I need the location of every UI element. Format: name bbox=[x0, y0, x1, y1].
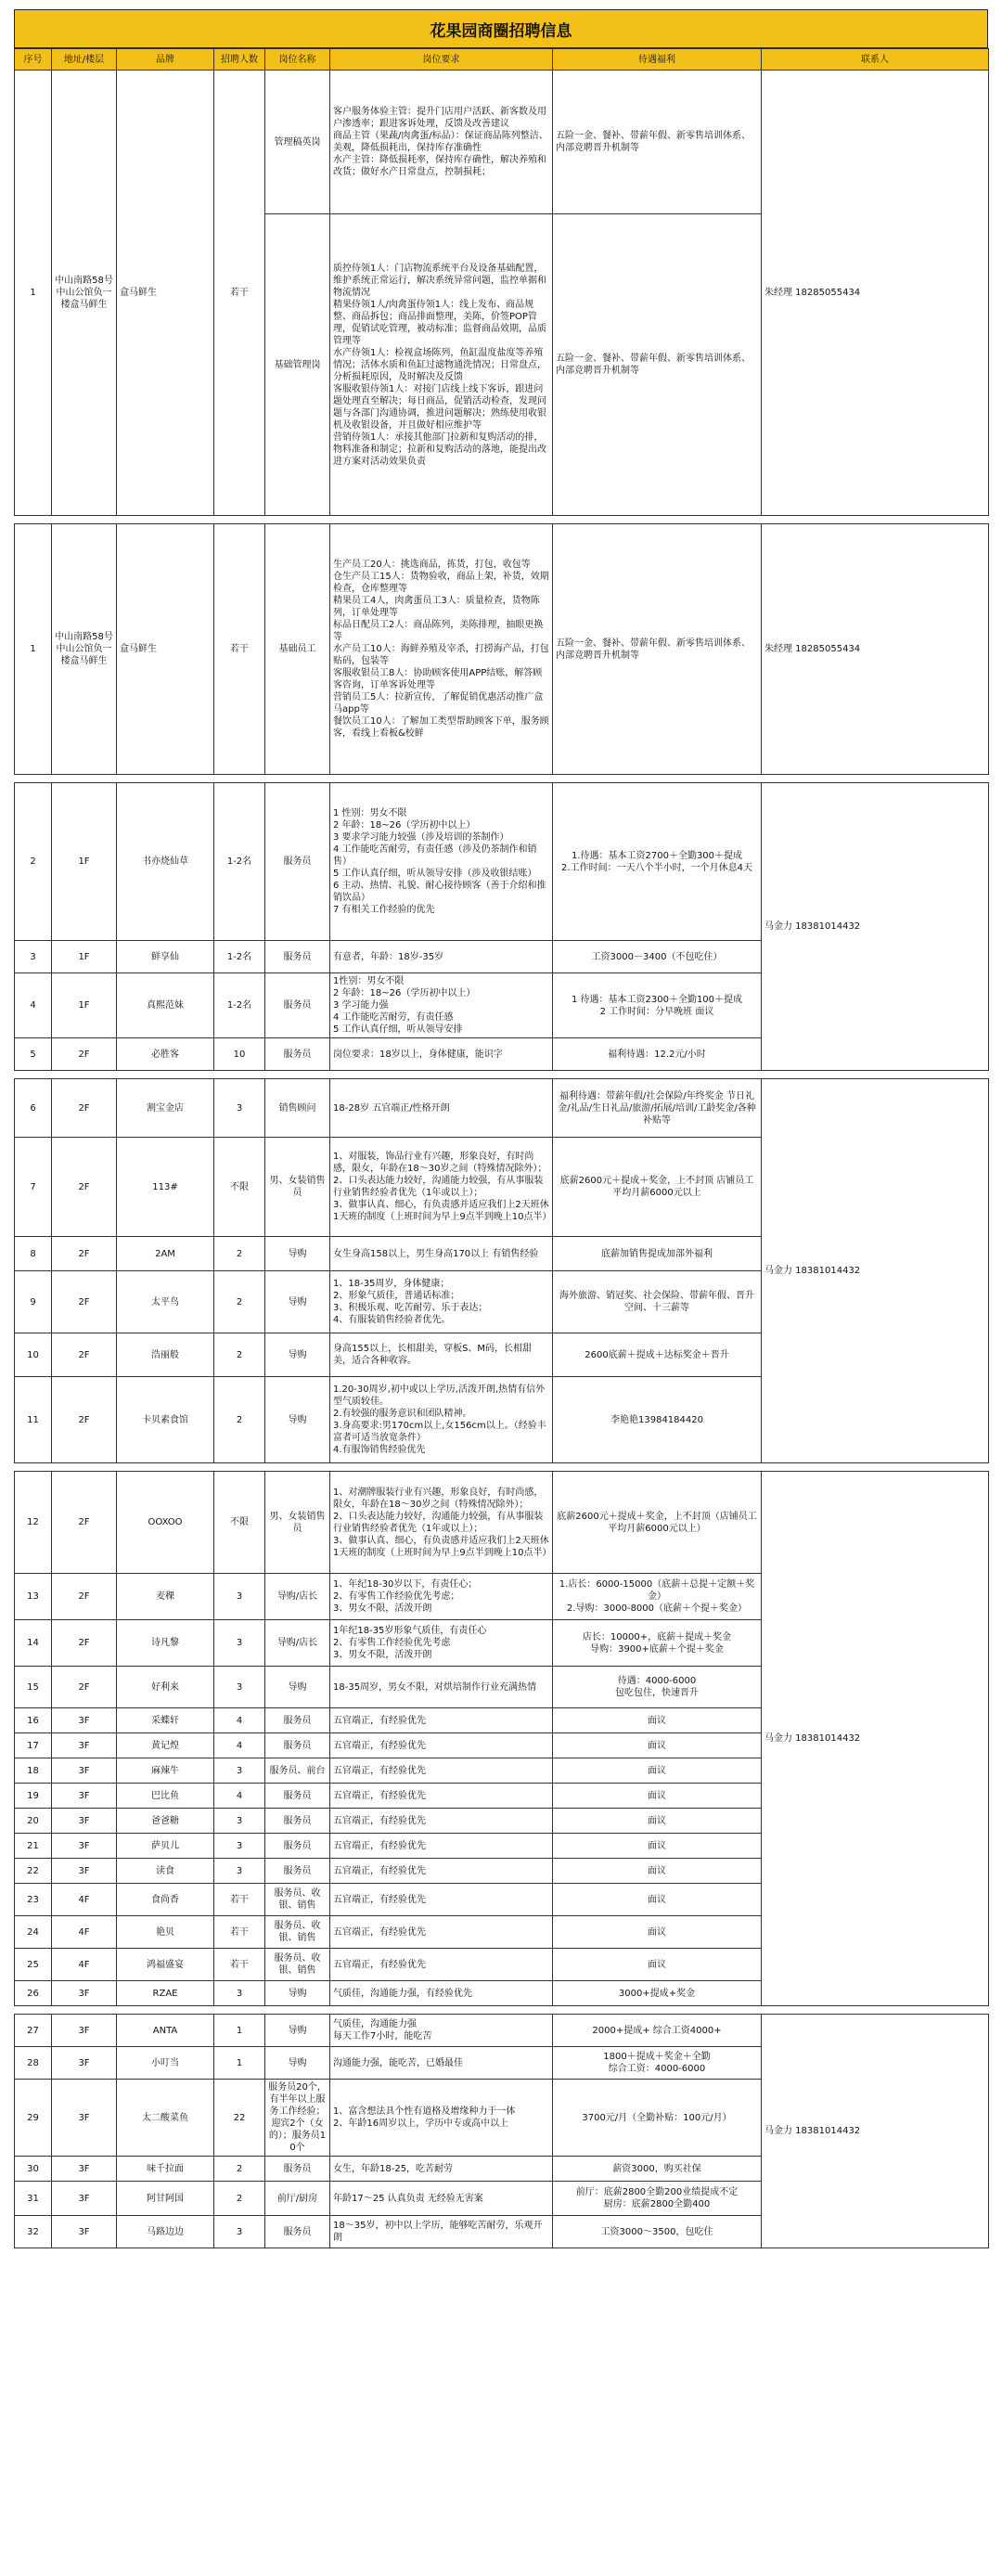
cell-floor: 2F bbox=[52, 1377, 117, 1463]
cell-floor: 3F bbox=[52, 1859, 117, 1884]
table-row bbox=[15, 1079, 989, 1138]
cell-brand: OOXOO bbox=[117, 1472, 214, 1574]
cell-no: 21 bbox=[15, 1834, 52, 1859]
cell-no: 8 bbox=[15, 1237, 52, 1271]
cell-brand: 卡贝素食馆 bbox=[117, 1377, 214, 1463]
cell-benefits: 五险一金、餐补、带薪年假、新零售培训体系、内部竞聘晋升机制等 bbox=[553, 524, 762, 775]
cell-count: 若干 bbox=[214, 1949, 265, 1981]
cell-benefits: 面议 bbox=[553, 1733, 762, 1758]
header-benefits: 待遇福利 bbox=[553, 49, 762, 71]
cell-requirements: 客户服务体验主管：提升门店用户活跃、新客数及用户渗透率；跟进客诉处理，反馈及改善建议 商品主管（果蔬/肉禽蛋/标品）：保证商品陈列整洁、美观，降低损耗出，保持库存准确性 水产主管：降低损耗率，保持库存确性，解决养殖和改货；做好水产日常盘点，控制损耗； bbox=[330, 71, 553, 214]
cell-position: 导购/店长 bbox=[265, 1574, 330, 1620]
cell-requirements: 18～35岁，初中以上学历，能够吃苦耐劳，乐观开朗 bbox=[330, 2216, 553, 2248]
cell-no: 30 bbox=[15, 2157, 52, 2182]
cell-brand: 麻辣牛 bbox=[117, 1758, 214, 1784]
cell-brand: 割宝金店 bbox=[117, 1079, 214, 1138]
cell-floor: 3F bbox=[52, 1981, 117, 2006]
section-gap bbox=[15, 775, 989, 783]
cell-position: 服务员20个，有半年以上服务工作经验；迎宾2个（女的）；服务员10个 bbox=[265, 2080, 330, 2157]
cell-brand: 读食 bbox=[117, 1859, 214, 1884]
cell-benefits: 1.店长：6000-15000（底薪＋总提＋定额＋奖金） 2.导购：3000-8000（底薪＋个提＋奖金） bbox=[553, 1574, 762, 1620]
cell-brand: 巴比鱼 bbox=[117, 1784, 214, 1809]
cell-benefits: 1800＋提成＋奖金＋全勤 综合工资：4000-6000 bbox=[553, 2047, 762, 2080]
cell-count: 若干 bbox=[214, 1884, 265, 1916]
cell-benefits: 底薪2600元＋提成＋奖金，上不封顶（店铺员工平均月薪6000元以上） bbox=[553, 1472, 762, 1574]
cell-requirements: 五官端正，有经验优先 bbox=[330, 1758, 553, 1784]
cell-count: 3 bbox=[214, 1574, 265, 1620]
cell-requirements: 五官端正，有经验优先 bbox=[330, 1834, 553, 1859]
cell-floor: 3F bbox=[52, 2182, 117, 2216]
cell-brand: 盒马鲜生 bbox=[117, 71, 214, 516]
cell-brand: 马路边边 bbox=[117, 2216, 214, 2248]
cell-benefits: 底薪加销售提成加部外福利 bbox=[553, 1237, 762, 1271]
cell-position: 管理稿英岗 bbox=[265, 71, 330, 214]
cell-requirements: 质控侍领1人：门店物流系统平台及设备基础配置，维护系统正常运行，解决系统异常问题，监控单据和物流情况 精果侍领1人/肉禽蛋侍领1人：线上发布、商品规整、商品拆包；商品排面整理，美陈，价签POP管理，促销试吃管理，被动标准；监督商品效期，品质管理等 水产侍领1人：检视盒场陈列，鱼缸温度盐度等养殖情况；活体水质和鱼缸过滤物通洗情况；日常盘点，分析损耗原因，及时解决及反馈 客服收银侍领1人：对接门店线上线下客诉，跟进问题处理直至解决；每日商品，促销活动检查，发现问题与各部门沟通协调，推进问题解决；熟练使用收银机及收银设备，并且做好相应维护等 营销侍领1人：承接其他部门拉新和复购活动的排，物料准备和制定；拉新和复购活动的落地，能提出改进方案对活动效果负责 bbox=[330, 214, 553, 516]
cell-position: 服务员、收银、销售 bbox=[265, 1916, 330, 1949]
cell-floor: 4F bbox=[52, 1949, 117, 1981]
cell-floor: 3F bbox=[52, 1758, 117, 1784]
cell-count: 1-2名 bbox=[214, 973, 265, 1038]
header-position: 岗位名称 bbox=[265, 49, 330, 71]
cell-benefits: 面议 bbox=[553, 1784, 762, 1809]
cell-no: 6 bbox=[15, 1079, 52, 1138]
header-brand: 品牌 bbox=[117, 49, 214, 71]
cell-floor: 2F bbox=[52, 1333, 117, 1377]
cell-brand: RZAE bbox=[117, 1981, 214, 2006]
cell-count: 3 bbox=[214, 1809, 265, 1834]
cell-requirements: 生产员工20人：挑选商品，拣货，打包，收包等 仓生产员工15人：货物验收，商品上架，补货，效期检查，仓库整理等 精果员工4人，肉禽蛋员工3人：质量检查，货物陈列，订单处理等 标品日配员工2人：商品陈列，美陈排理，抽眼更换等 水产员工10人：海鲜养殖及宰杀，打捞海产品，打包贴码，包装等 客服收银员工8人：协助顾客使用APP结账，解答顾客咨询，订单客诉处理等 营销员工5人：拉新宣传，了解促销优惠活动推广盒马app等 餐饮员工10人：了解加工类型帮助顾客下单，服务顾客，看线上看板&校鲜 bbox=[330, 524, 553, 775]
cell-requirements: 女生身高158以上，男生身高170以上 有销售经验 bbox=[330, 1237, 553, 1271]
cell-position: 服务员 bbox=[265, 783, 330, 941]
cell-no: 10 bbox=[15, 1333, 52, 1377]
cell-brand: 鸿福盛宴 bbox=[117, 1949, 214, 1981]
cell-no: 9 bbox=[15, 1271, 52, 1333]
cell-benefits: 店长：10000+，底薪＋提成＋奖金 导购：3900+底薪＋个提＋奖金 bbox=[553, 1620, 762, 1667]
cell-count: 3 bbox=[214, 1620, 265, 1667]
cell-requirements: 身高155以上，长相甜美，穿板S、M码，长相甜美，适合各种收容。 bbox=[330, 1333, 553, 1377]
cell-count: 3 bbox=[214, 1667, 265, 1708]
cell-count: 1 bbox=[214, 2047, 265, 2080]
cell-benefits: 底薪2600元＋提成＋奖金，上不封顶 店铺员工平均月薪6000元以上 bbox=[553, 1138, 762, 1237]
cell-benefits: 前厅：底薪2800全勤200业绩提成不定 厨房：底薪2800全勤400 bbox=[553, 2182, 762, 2216]
section-gap-cell bbox=[15, 2006, 989, 2015]
cell-benefits: 李艳艳13984184420 bbox=[553, 1377, 762, 1463]
cell-benefits: 面议 bbox=[553, 1834, 762, 1859]
cell-brand: 好利来 bbox=[117, 1667, 214, 1708]
cell-no: 31 bbox=[15, 2182, 52, 2216]
cell-count: 不限 bbox=[214, 1472, 265, 1574]
cell-floor: 2F bbox=[52, 1620, 117, 1667]
header-contact: 联系人 bbox=[762, 49, 989, 71]
cell-position: 服务员、收银、销售 bbox=[265, 1884, 330, 1916]
cell-brand: 黄记煌 bbox=[117, 1733, 214, 1758]
cell-position: 导购 bbox=[265, 2015, 330, 2047]
cell-position: 服务员 bbox=[265, 1733, 330, 1758]
cell-count: 不限 bbox=[214, 1138, 265, 1237]
cell-floor: 3F bbox=[52, 2216, 117, 2248]
cell-position: 服务员、收银、销售 bbox=[265, 1949, 330, 1981]
cell-floor: 2F bbox=[52, 1079, 117, 1138]
cell-benefits: 薪资3000，购买社保 bbox=[553, 2157, 762, 2182]
cell-no: 1 bbox=[15, 71, 52, 516]
section-gap bbox=[15, 1071, 989, 1079]
cell-position: 服务员 bbox=[265, 973, 330, 1038]
cell-count: 1 bbox=[214, 2015, 265, 2047]
cell-no: 12 bbox=[15, 1472, 52, 1574]
cell-count: 1-2名 bbox=[214, 941, 265, 973]
cell-benefits: 福利待遇：带薪年假/社会保险/年终奖金 节日礼金/礼品/生日礼品/旅游/拓展/培训/工龄奖金/各种补贴等 bbox=[553, 1079, 762, 1138]
cell-count: 3 bbox=[214, 1834, 265, 1859]
cell-requirements: 1、18-35周岁，身体健康； 2、形象气质佳，普通话标准； 3、积极乐观、吃苦耐劳、乐于表达； 4、有服装销售经验者优先。 bbox=[330, 1271, 553, 1333]
cell-benefits: 福利待遇：12.2元/小时 bbox=[553, 1038, 762, 1071]
cell-benefits: 五险一金、餐补、带薪年假、新零售培训体系、内部竞聘晋升机制等 bbox=[553, 214, 762, 516]
cell-requirements: 1、富含想法具个性有道格及增缘种力于一体 2、年龄16周岁以上，学历中专或高中以上 bbox=[330, 2080, 553, 2157]
cell-requirements: 岗位要求：18岁以上，身体健康，能识字 bbox=[330, 1038, 553, 1071]
cell-count: 若干 bbox=[214, 1916, 265, 1949]
cell-floor: 2F bbox=[52, 1237, 117, 1271]
cell-brand: 2AM bbox=[117, 1237, 214, 1271]
cell-benefits: 面议 bbox=[553, 1949, 762, 1981]
cell-brand: 书亦烧仙草 bbox=[117, 783, 214, 941]
cell-no: 26 bbox=[15, 1981, 52, 2006]
cell-no: 28 bbox=[15, 2047, 52, 2080]
cell-requirements: 气质佳，沟通能力强 每天工作7小时，能吃苦 bbox=[330, 2015, 553, 2047]
header-requirements: 岗位要求 bbox=[330, 49, 553, 71]
header-address: 地址/楼层 bbox=[52, 49, 117, 71]
cell-brand: 鲜享仙 bbox=[117, 941, 214, 973]
cell-benefits: 3000+提成+奖金 bbox=[553, 1981, 762, 2006]
cell-position: 服务员 bbox=[265, 1834, 330, 1859]
cell-floor: 3F bbox=[52, 2015, 117, 2047]
cell-floor: 2F bbox=[52, 1667, 117, 1708]
cell-floor: 1F bbox=[52, 783, 117, 941]
header-row bbox=[15, 49, 989, 71]
cell-requirements: 1年纪18-35岁形象气质佳，有责任心 2、有零售工作经验优先考虑 3、男女不限，活泼开朗 bbox=[330, 1620, 553, 1667]
cell-benefits: 面议 bbox=[553, 1708, 762, 1733]
cell-position: 导购 bbox=[265, 1237, 330, 1271]
cell-position: 服务员 bbox=[265, 1809, 330, 1834]
cell-benefits: 五险一金、餐补、带薪年假、新零售培训体系、内部竞聘晋升机制等 bbox=[553, 71, 762, 214]
cell-brand: 诗凡黎 bbox=[117, 1620, 214, 1667]
cell-brand: 小叮当 bbox=[117, 2047, 214, 2080]
cell-requirements: 18-28岁 五官端正/性格开朗 bbox=[330, 1079, 553, 1138]
cell-contact: 马金力 18381014432 bbox=[762, 1079, 989, 1463]
cell-position: 男、女装销售员 bbox=[265, 1472, 330, 1574]
cell-brand: 太平鸟 bbox=[117, 1271, 214, 1333]
cell-no: 29 bbox=[15, 2080, 52, 2157]
cell-floor: 2F bbox=[52, 1271, 117, 1333]
cell-benefits: 2000+提成+ 综合工资4000+ bbox=[553, 2015, 762, 2047]
cell-benefits: 面议 bbox=[553, 1809, 762, 1834]
cell-brand: 采蝶轩 bbox=[117, 1708, 214, 1733]
cell-floor: 3F bbox=[52, 2080, 117, 2157]
section-gap-cell bbox=[15, 1463, 989, 1472]
sheet-title: 花果园商圈招聘信息 bbox=[14, 9, 988, 48]
cell-count: 4 bbox=[214, 1784, 265, 1809]
cell-no: 15 bbox=[15, 1667, 52, 1708]
cell-brand: 艳贝 bbox=[117, 1916, 214, 1949]
cell-requirements: 沟通能力强，能吃苦，已婚最佳 bbox=[330, 2047, 553, 2080]
cell-requirements: 1、对潮牌服装行业有兴趣，形象良好，有时尚感，限女，年龄在18～30岁之间（特殊情况除外）； 2、口头表达能力较好，沟通能力较强，有从事服装行业销售经验者优先（1年或以上）； 3、做事认真、细心，有负责感并适应我们上2天班休1天班的制度（上班时间为早上9点半到晚上10点半） bbox=[330, 1472, 553, 1574]
cell-count: 2 bbox=[214, 1237, 265, 1271]
cell-count: 若干 bbox=[214, 71, 265, 516]
cell-brand: ANTA bbox=[117, 2015, 214, 2047]
cell-count: 3 bbox=[214, 1981, 265, 2006]
cell-position: 销售顾问 bbox=[265, 1079, 330, 1138]
cell-brand: 味千拉面 bbox=[117, 2157, 214, 2182]
cell-position: 导购 bbox=[265, 1667, 330, 1708]
recruitment-table bbox=[14, 48, 989, 2248]
cell-brand: 真熙范妹 bbox=[117, 973, 214, 1038]
cell-position: 服务员 bbox=[265, 1708, 330, 1733]
cell-floor: 2F bbox=[52, 1138, 117, 1237]
cell-no: 2 bbox=[15, 783, 52, 941]
header-count: 招聘人数 bbox=[214, 49, 265, 71]
cell-requirements: 18-35周岁，男女不限，对烘培制作行业充满热情 bbox=[330, 1667, 553, 1708]
cell-position: 服务员 bbox=[265, 2216, 330, 2248]
cell-count: 2 bbox=[214, 1271, 265, 1333]
cell-count: 1-2名 bbox=[214, 783, 265, 941]
cell-floor: 2F bbox=[52, 1472, 117, 1574]
cell-benefits: 3700元/月（全勤补贴：100元/月） bbox=[553, 2080, 762, 2157]
cell-no: 18 bbox=[15, 1758, 52, 1784]
cell-requirements: 五官端正，有经验优先 bbox=[330, 1884, 553, 1916]
cell-requirements: 五官端正，有经验优先 bbox=[330, 1916, 553, 1949]
cell-position: 导购 bbox=[265, 1377, 330, 1463]
cell-requirements: 年龄17～25 认真负责 无经验无害案 bbox=[330, 2182, 553, 2216]
cell-position: 基础员工 bbox=[265, 524, 330, 775]
cell-count: 22 bbox=[214, 2080, 265, 2157]
cell-position: 导购 bbox=[265, 1271, 330, 1333]
section-gap-cell bbox=[15, 775, 989, 783]
cell-position: 前厅/厨房 bbox=[265, 2182, 330, 2216]
cell-position: 导购/店长 bbox=[265, 1620, 330, 1667]
section-gap bbox=[15, 2006, 989, 2015]
cell-no: 17 bbox=[15, 1733, 52, 1758]
cell-position: 服务员 bbox=[265, 2157, 330, 2182]
cell-contact: 马金力 18381014432 bbox=[762, 1472, 989, 2006]
cell-no: 25 bbox=[15, 1949, 52, 1981]
cell-requirements: 五官端正，有经验优先 bbox=[330, 1708, 553, 1733]
cell-no: 4 bbox=[15, 973, 52, 1038]
cell-address: 中山南路58号中山公馆负一楼盒马鲜生 bbox=[52, 71, 117, 516]
cell-floor: 3F bbox=[52, 1733, 117, 1758]
cell-contact: 马金力 18381014432 bbox=[762, 2015, 989, 2248]
cell-brand: 食尚香 bbox=[117, 1884, 214, 1916]
cell-floor: 3F bbox=[52, 2047, 117, 2080]
cell-count: 4 bbox=[214, 1708, 265, 1733]
cell-no: 24 bbox=[15, 1916, 52, 1949]
cell-position: 导购 bbox=[265, 2047, 330, 2080]
cell-floor: 3F bbox=[52, 2157, 117, 2182]
cell-no: 19 bbox=[15, 1784, 52, 1809]
table-row bbox=[15, 524, 989, 775]
section-gap bbox=[15, 516, 989, 524]
cell-requirements: 1、年纪18-30岁以下，有责任心； 2、有零售工作经验优先考虑； 3、男女不限，活泼开朗 bbox=[330, 1574, 553, 1620]
cell-brand: 太二酸菜鱼 bbox=[117, 2080, 214, 2157]
cell-floor: 2F bbox=[52, 1574, 117, 1620]
cell-no: 5 bbox=[15, 1038, 52, 1071]
cell-requirements: 有意者，年龄：18岁-35岁 bbox=[330, 941, 553, 973]
table-row bbox=[15, 2015, 989, 2047]
cell-benefits: 海外旅游、销冠奖、社会保险、带薪年假、晋升空间、十三薪等 bbox=[553, 1271, 762, 1333]
cell-requirements: 五官端正，有经验优先 bbox=[330, 1859, 553, 1884]
cell-benefits: 面议 bbox=[553, 1916, 762, 1949]
cell-no: 13 bbox=[15, 1574, 52, 1620]
cell-no: 27 bbox=[15, 2015, 52, 2047]
cell-requirements: 五官端正，有经验优先 bbox=[330, 1809, 553, 1834]
cell-floor: 3F bbox=[52, 1834, 117, 1859]
cell-position: 服务员、前台 bbox=[265, 1758, 330, 1784]
cell-no: 3 bbox=[15, 941, 52, 973]
section-gap bbox=[15, 1463, 989, 1472]
cell-benefits: 面议 bbox=[553, 1758, 762, 1784]
cell-floor: 3F bbox=[52, 1809, 117, 1834]
cell-contact: 朱经理 18285055434 bbox=[762, 71, 989, 516]
cell-requirements: 1性别：男女不限 2 年龄：18~26（学历初中以上） 3 学习能力强 4 工作能吃苦耐劳，有责任感 5 工作认真仔细，听从领导安排 bbox=[330, 973, 553, 1038]
cell-address: 中山南路58号中山公馆负一楼盒马鲜生 bbox=[52, 524, 117, 775]
cell-position: 服务员 bbox=[265, 1038, 330, 1071]
cell-brand: 必胜客 bbox=[117, 1038, 214, 1071]
section-gap-cell bbox=[15, 516, 989, 524]
cell-position: 导购 bbox=[265, 1981, 330, 2006]
cell-benefits: 2600底薪＋提成＋达标奖金＋晋升 bbox=[553, 1333, 762, 1377]
cell-contact: 马金力 18381014432 bbox=[762, 783, 989, 1071]
cell-requirements: 女生，年龄18-25，吃苦耐劳 bbox=[330, 2157, 553, 2182]
cell-count: 若干 bbox=[214, 524, 265, 775]
cell-position: 基础管理岗 bbox=[265, 214, 330, 516]
cell-floor: 2F bbox=[52, 1038, 117, 1071]
cell-contact: 朱经理 18285055434 bbox=[762, 524, 989, 775]
cell-floor: 3F bbox=[52, 1784, 117, 1809]
cell-floor: 4F bbox=[52, 1916, 117, 1949]
cell-brand: 麦稞 bbox=[117, 1574, 214, 1620]
cell-count: 3 bbox=[214, 1859, 265, 1884]
table-row bbox=[15, 1472, 989, 1574]
cell-benefits: 1.待遇：基本工资2700＋全勤300＋提成 2.工作时间：一天八个半小时，一个月休息4天 bbox=[553, 783, 762, 941]
cell-position: 服务员 bbox=[265, 941, 330, 973]
cell-count: 2 bbox=[214, 2157, 265, 2182]
cell-no: 16 bbox=[15, 1708, 52, 1733]
cell-no: 23 bbox=[15, 1884, 52, 1916]
cell-floor: 1F bbox=[52, 941, 117, 973]
cell-benefits: 面议 bbox=[553, 1859, 762, 1884]
cell-no: 11 bbox=[15, 1377, 52, 1463]
cell-position: 服务员 bbox=[265, 1859, 330, 1884]
cell-no: 32 bbox=[15, 2216, 52, 2248]
cell-no: 7 bbox=[15, 1138, 52, 1237]
cell-brand: 萨贝儿 bbox=[117, 1834, 214, 1859]
cell-floor: 1F bbox=[52, 973, 117, 1038]
cell-position: 导购 bbox=[265, 1333, 330, 1377]
header-no: 序号 bbox=[15, 49, 52, 71]
cell-no: 14 bbox=[15, 1620, 52, 1667]
cell-benefits: 工资3000－3400（不包吃住） bbox=[553, 941, 762, 973]
cell-benefits: 工资3000～3500，包吃住 bbox=[553, 2216, 762, 2248]
cell-count: 3 bbox=[214, 1758, 265, 1784]
cell-requirements: 1、对服装，饰品行业有兴趣，形象良好，有时尚感，限女，年龄在18～30岁之间（特殊情况除外）； 2、口头表达能力较好，沟通能力较强，有从事服装行业销售经验者优先（1年或以上）； 3、做事认真、细心，有负责感并适应我们上2天班休1天班的制度（上班时间为早上9点半到晚上10点半） bbox=[330, 1138, 553, 1237]
cell-brand: 盒马鲜生 bbox=[117, 524, 214, 775]
cell-requirements: 五官端正，有经验优先 bbox=[330, 1949, 553, 1981]
cell-count: 3 bbox=[214, 1079, 265, 1138]
cell-count: 2 bbox=[214, 1377, 265, 1463]
cell-count: 2 bbox=[214, 2182, 265, 2216]
cell-no: 22 bbox=[15, 1859, 52, 1884]
table-row bbox=[15, 783, 989, 941]
cell-benefits: 待遇：4000-6000 包吃包住，快速晋升 bbox=[553, 1667, 762, 1708]
cell-floor: 3F bbox=[52, 1708, 117, 1733]
cell-brand: 阿甘阿国 bbox=[117, 2182, 214, 2216]
cell-requirements: 五官端正，有经验优先 bbox=[330, 1733, 553, 1758]
cell-count: 3 bbox=[214, 2216, 265, 2248]
section-gap-cell bbox=[15, 1071, 989, 1079]
cell-requirements: 五官端正，有经验优先 bbox=[330, 1784, 553, 1809]
cell-brand: 爸爸糖 bbox=[117, 1809, 214, 1834]
cell-no: 1 bbox=[15, 524, 52, 775]
cell-count: 10 bbox=[214, 1038, 265, 1071]
cell-floor: 4F bbox=[52, 1884, 117, 1916]
cell-requirements: 1.20-30周岁,初中或以上学历,活泼开朗,热情有信外型气质较佳。 2.有较强的服务意识和团队精神。 3.身高要求:男170cm以上,女156cm以上。（经验丰富者可适当放宽条件） 4.有服饰销售经验优先 bbox=[330, 1377, 553, 1463]
cell-requirements: 气质佳，沟通能力强，有经验优先 bbox=[330, 1981, 553, 2006]
cell-brand: 浩丽般 bbox=[117, 1333, 214, 1377]
cell-benefits: 1 待遇：基本工资2300＋全勤100＋提成 2 工作时间：分早晚班 面议 bbox=[553, 973, 762, 1038]
cell-position: 男、女装销售员 bbox=[265, 1138, 330, 1237]
table-row bbox=[15, 71, 989, 214]
cell-count: 4 bbox=[214, 1733, 265, 1758]
cell-position: 服务员 bbox=[265, 1784, 330, 1809]
cell-requirements: 1 性别：男女不限 2 年龄：18~26（学历初中以上） 3 要求学习能力较强（涉及培训的茶制作） 4 工作能吃苦耐劳，有责任感（涉及仍茶制作和销售） 5 工作认真仔细，听从领导安排（涉及收银结账） 6 主动、热情、礼貌、耐心接待顾客（善于介绍和推销饮品） 7 有相关工作经验的优先 bbox=[330, 783, 553, 941]
cell-count: 2 bbox=[214, 1333, 265, 1377]
cell-no: 20 bbox=[15, 1809, 52, 1834]
recruitment-sheet bbox=[14, 9, 988, 2248]
cell-brand: 113# bbox=[117, 1138, 214, 1237]
cell-benefits: 面议 bbox=[553, 1884, 762, 1916]
